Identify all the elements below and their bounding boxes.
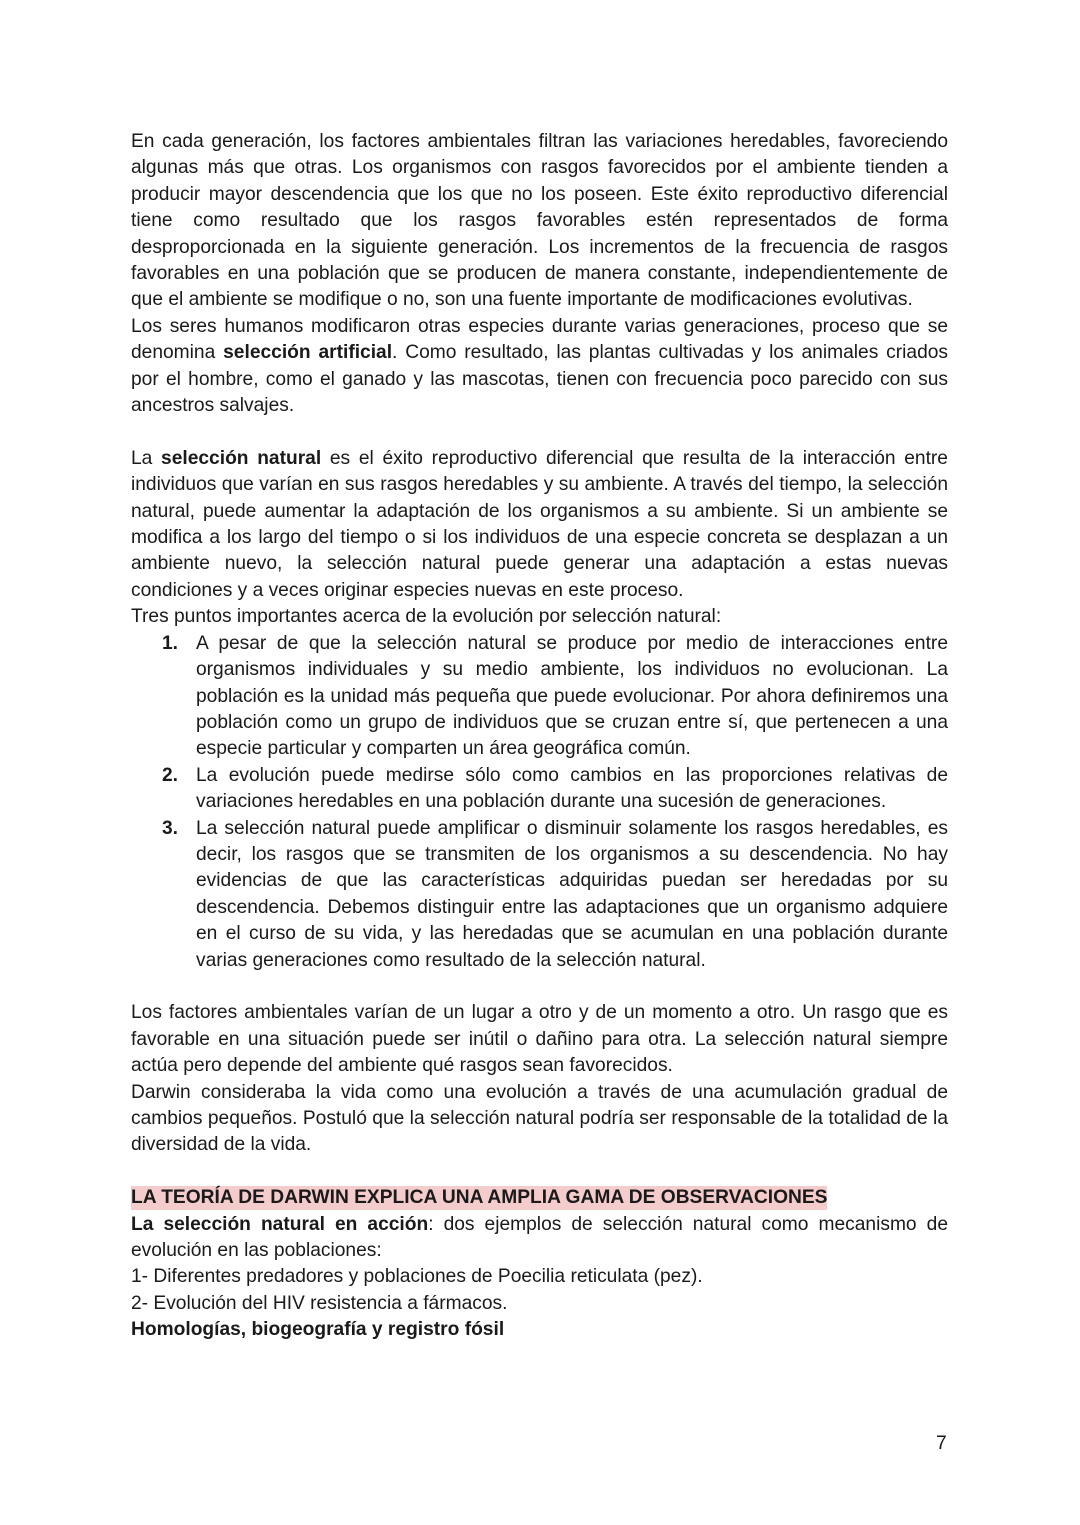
paragraph-selection-in-action bbox=[131, 1212, 948, 1265]
page-number: 7 bbox=[936, 1433, 947, 1454]
section-heading-row bbox=[131, 1185, 948, 1211]
section-heading: LA TEORÍA DE DARWIN EXPLICA UNA AMPLIA GAMA DE OBSERVACIONES bbox=[131, 1187, 828, 1209]
paragraph-natural-selection bbox=[131, 446, 948, 604]
document-page bbox=[131, 129, 948, 1344]
text: Los seres humanos modificaron otras especies durante varias generaciones, proceso que se denomina bbox=[131, 315, 948, 364]
term-natural-selection: selección natural bbox=[161, 447, 322, 469]
spacer bbox=[131, 1159, 948, 1185]
list-item-text: A pesar de que la selección natural se produce por medio de interacciones entre organismos individuales y su medio ambiente, los individuos no evolucionan. La población es la unidad más pequeña que puede evolucionar. Por ahora definiremos una población como un grupo de individuos que se cruzan entre sí, que pertenecen a una especie particular y comparten un área geográfica común. bbox=[196, 632, 948, 760]
text: La bbox=[131, 447, 162, 469]
paragraph-artificial-selection bbox=[131, 314, 948, 420]
key-points-list bbox=[131, 631, 948, 974]
text: . Como resultado, las plantas cultivadas y los animales criados por el hombre, como el ganado y las mascotas, tienen con frecuencia poco parecido con sus ancestros salvajes. bbox=[131, 342, 949, 417]
list-item-text: La evolución puede medirse sólo como cambios en las proporciones relativas de variaciones heredables en una población durante una sucesión de generaciones. bbox=[196, 764, 948, 813]
subheading: Homologías, biogeografía y registro fósil bbox=[131, 1319, 505, 1341]
list-intro: Tres puntos importantes acerca de la evolución por selección natural: bbox=[131, 606, 722, 628]
list-number: 1. bbox=[162, 632, 179, 654]
list-number: 3. bbox=[162, 817, 179, 839]
spacer bbox=[131, 419, 948, 445]
text: : dos ejemplos de selección natural como mecanismo de evolución en las poblaciones: bbox=[131, 1213, 948, 1262]
list-item-text: La selección natural puede amplificar o disminuir solamente los rasgos heredables, es decir, los rasgos que se transmiten de los organismos a su descendencia. No hay evidencias de que las características adquiridas puedan ser heredadas por su descendencia. Debemos distinguir entre las adaptaciones que un organismo adquiere en el curso de su vida, y las heredadas que se acumulan en una población durante varias generaciones como resultado de la selección natural. bbox=[196, 817, 948, 971]
list-item bbox=[131, 816, 948, 974]
spacer bbox=[131, 974, 948, 1000]
paragraph-environmental-factors: Los factores ambientales varían de un lugar a otro y de un momento a otro. Un rasgo que es favorable en una situación puede ser inútil o dañino para otra. La selección natural siempre actúa pero depende del ambiente qué rasgos sean favorecidos. bbox=[131, 1002, 948, 1077]
list-item bbox=[131, 763, 948, 816]
list-number: 2. bbox=[162, 764, 179, 786]
term-selection-in-action: La selección natural en acción bbox=[131, 1213, 429, 1235]
text: es el éxito reproductivo diferencial que resulta de la interacción entre individuos que varían en sus rasgos heredables y su ambiente. A través del tiempo, la selección natural, puede aumentar la adaptación de los organismos a su ambiente. Si un ambiente se modifica a los largo del tiempo o si los individuos de una especie concreta se desplazan a un ambiente nuevo, la selección natural puede generar una adaptación a estas nuevas condiciones y a veces originar especies nuevas en este proceso. bbox=[131, 447, 948, 601]
paragraph-darwin: Darwin consideraba la vida como una evolución a través de una acumulación gradual de cambios pequeños. Postuló que la selección natural podría ser responsable de la totalidad de la diversidad de la vida. bbox=[131, 1081, 948, 1156]
example-item: 2- Evolución del HIV resistencia a fármacos. bbox=[131, 1292, 508, 1314]
example-item: 1- Diferentes predadores y poblaciones de Poecilia reticulata (pez). bbox=[131, 1266, 703, 1288]
term-artificial-selection: selección artificial bbox=[223, 342, 393, 364]
list-item bbox=[131, 631, 948, 763]
paragraph-differential-reproduction: En cada generación, los factores ambientales filtran las variaciones heredables, favoreciendo algunas más que otras. Los organismos con rasgos favorecidos por el ambiente tienden a producir mayor descendencia que los que no los poseen. Este éxito reproductivo diferencial tiene como resultado que los rasgos favorables estén representados de forma desproporcionada en la siguiente generación. Los incrementos de la frecuencia de rasgos favorables en una población que se producen de manera constante, independientemente de que el ambiente se modifique o no, son una fuente importante de modificaciones evolutivas. bbox=[131, 131, 948, 311]
